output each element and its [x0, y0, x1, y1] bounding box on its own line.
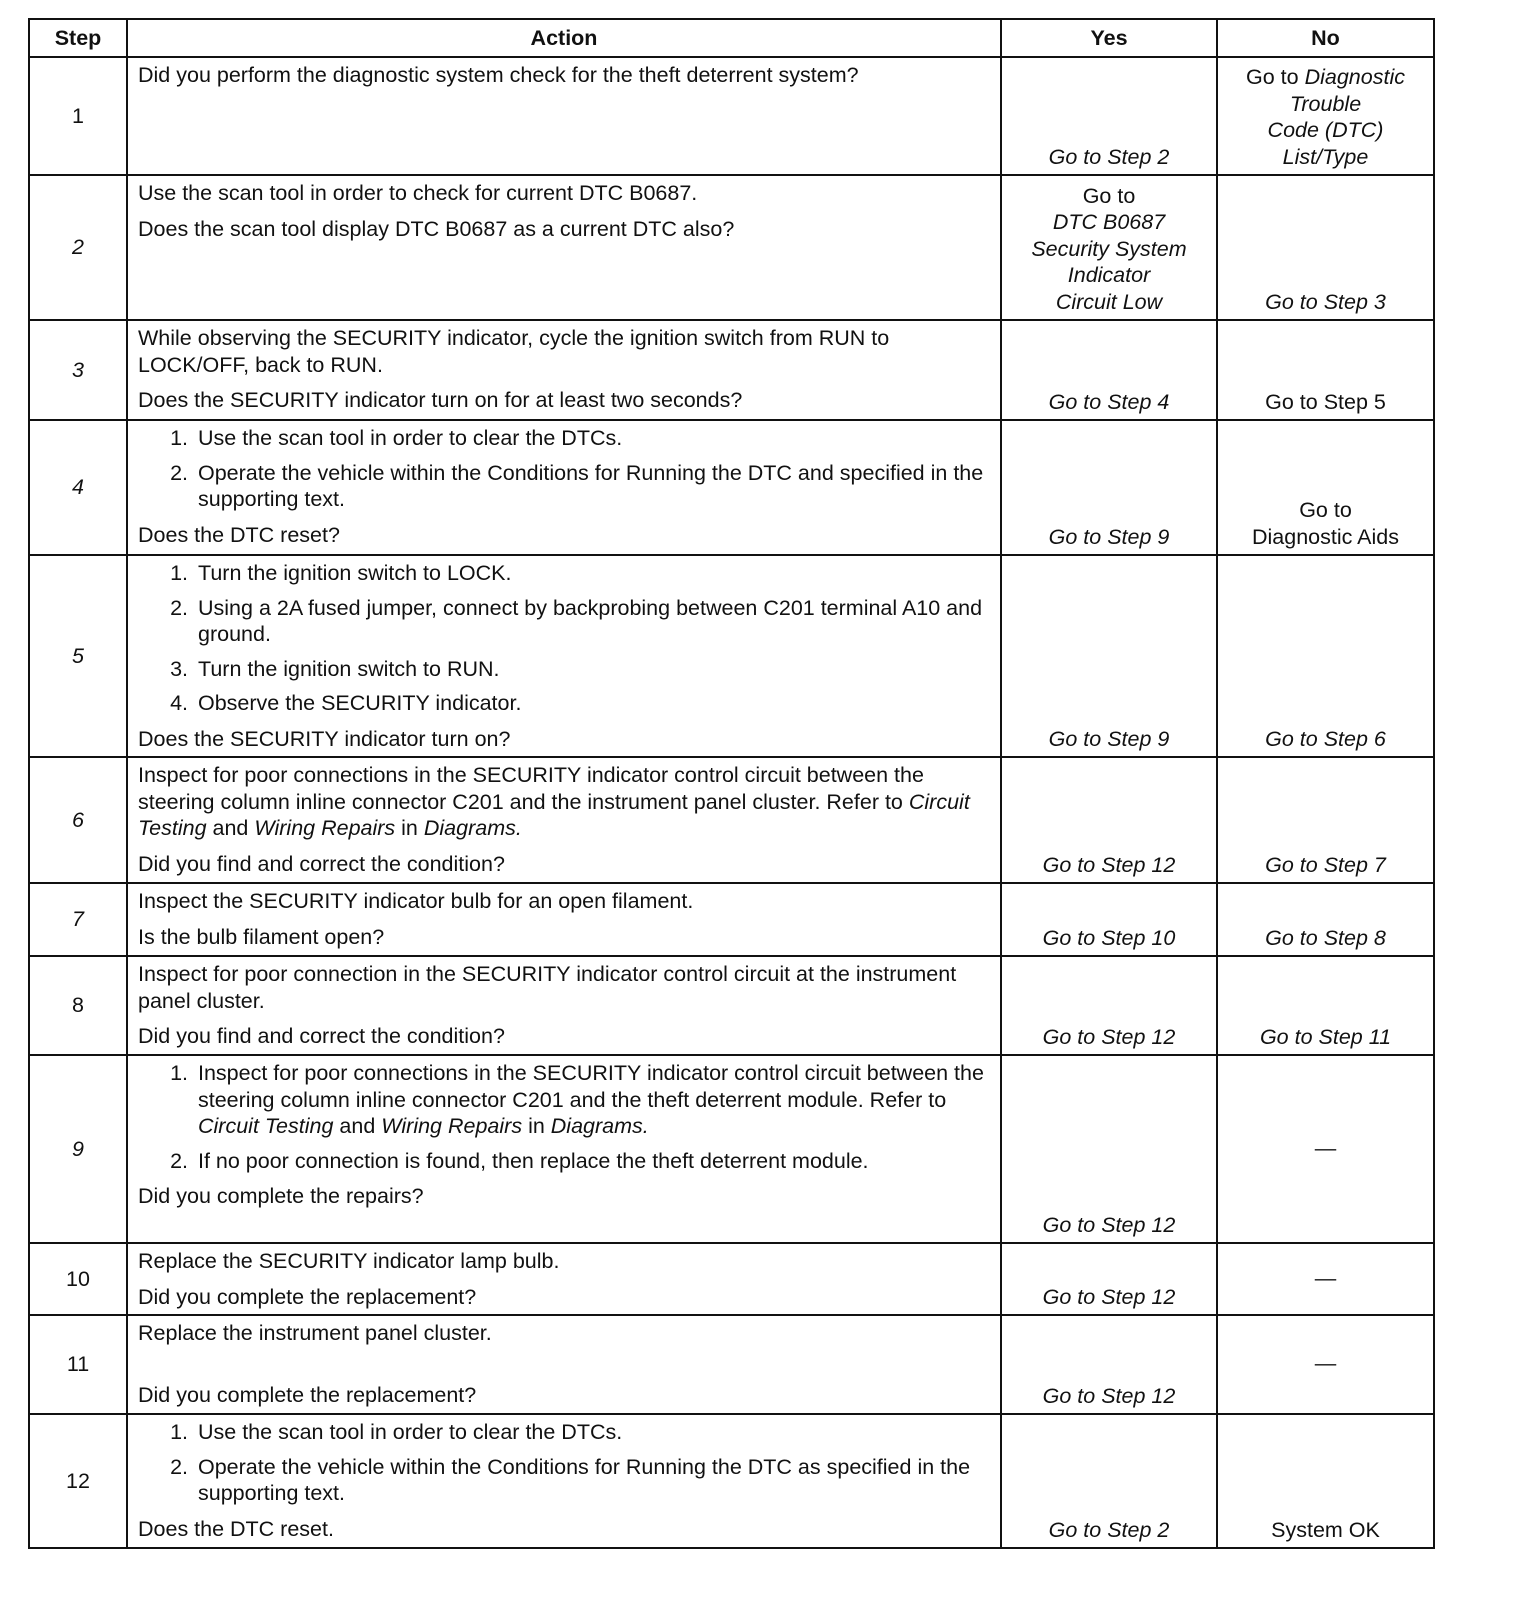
table-row: [29, 555, 1434, 757]
no-cell: Go to Step 6: [1217, 555, 1434, 757]
step-number: 6: [29, 757, 127, 883]
step-number: 8: [29, 956, 127, 1055]
action-question: Does the DTC reset?: [138, 522, 340, 547]
yes-cell: Go to Step 2: [1001, 1414, 1217, 1548]
table-row: [29, 1315, 1434, 1414]
table-row: [29, 757, 1434, 883]
no-link: Diagnostic: [1304, 65, 1405, 89]
action-question: Did you find and correct the condition?: [138, 851, 505, 876]
no-cell: Go to Step 11: [1217, 956, 1434, 1055]
no-cell: Go to Step 7: [1217, 757, 1434, 883]
list-item: 2. Using a 2A fused jumper, connect by backprobing between C201 terminal A10 and ground.: [194, 595, 992, 648]
action-cell: [127, 1315, 1001, 1414]
no-cell: —: [1217, 1055, 1434, 1243]
step-number: 5: [29, 555, 127, 757]
action-question: Did you complete the replacement?: [138, 1284, 477, 1309]
action-list: [138, 560, 992, 717]
table-row: [29, 420, 1434, 555]
action-text: Replace the SECURITY indicator lamp bulb.: [138, 1249, 560, 1273]
header-step: Step: [29, 19, 127, 57]
list-item: 1. Use the scan tool in order to clear the DTCs.: [194, 425, 992, 452]
action-cell: [127, 420, 1001, 555]
list-item: 2. If no poor connection is found, then replace the theft deterrent module.: [194, 1148, 992, 1175]
yes-cell: Go to Step 2: [1001, 57, 1217, 175]
action-text: Did you perform the diagnostic system check for the theft deterrent system?: [138, 63, 859, 87]
action-cell: [127, 1414, 1001, 1548]
action-question: Did you find and correct the condition?: [138, 1024, 505, 1048]
yes-cell: Go to Step 12: [1001, 1315, 1217, 1414]
action-cell: [127, 555, 1001, 757]
step-number: 3: [29, 320, 127, 420]
no-cell: —: [1217, 1315, 1434, 1414]
action-cell: [127, 320, 1001, 420]
list-item: [194, 1060, 992, 1140]
reference-wiring-repairs: Wiring Repairs: [381, 1114, 523, 1138]
yes-text: Go to: [1082, 183, 1136, 208]
yes-cell: Go to Step 12: [1001, 757, 1217, 883]
action-text: [138, 762, 992, 842]
no-cell: System OK: [1217, 1414, 1434, 1548]
list-item-text: Inspect for poor connections in the SECURITY indicator control circuit between the steering column inline connector C201 and the theft deterrent module. Refer to: [198, 1061, 984, 1112]
yes-cell: Go to Step 10: [1001, 883, 1217, 956]
no-cell: Go to Step 3: [1217, 175, 1434, 320]
action-text-body: Inspect for poor connections in the SECURITY indicator control circuit between the steering column inline connector C201 and the instrument panel cluster. Refer to: [138, 763, 924, 814]
action-text: Inspect for poor connection in the SECURITY indicator control circuit at the instrument panel cluster.: [138, 962, 957, 1013]
action-cell: [127, 883, 1001, 956]
connector-text: in: [528, 1114, 545, 1138]
reference-circuit-testing: Circuit Testing: [198, 1114, 334, 1138]
table-row: [29, 956, 1434, 1055]
list-item: 2. Operate the vehicle within the Conditions for Running the DTC as specified in the supporting text.: [194, 1454, 992, 1507]
list-item: 4. Observe the SECURITY indicator.: [194, 690, 992, 717]
action-text: Inspect the SECURITY indicator bulb for an open filament.: [138, 889, 694, 913]
yes-cell: Go to Step 12: [1001, 1243, 1217, 1315]
action-cell: [127, 57, 1001, 175]
connector-text: in: [401, 816, 418, 840]
reference-diagrams: Diagrams.: [423, 816, 522, 840]
step-number: 12: [29, 1414, 127, 1548]
action-question: Does the SECURITY indicator turn on for at least two seconds?: [138, 388, 743, 412]
no-cell: —: [1217, 1243, 1434, 1315]
header-action: Action: [127, 19, 1001, 57]
yes-cell: Go to Step 12: [1001, 956, 1217, 1055]
header-no: No: [1217, 19, 1434, 57]
header-row: [29, 19, 1434, 57]
table-row: [29, 320, 1434, 420]
connector-text: and: [339, 1114, 376, 1138]
no-text: Diagnostic Aids: [1252, 524, 1399, 549]
no-text: Go to: [1299, 498, 1352, 522]
no-cell: [1217, 420, 1434, 555]
table-row: [29, 175, 1434, 320]
table-row: [29, 1414, 1434, 1548]
action-question: Does the DTC reset.: [138, 1516, 334, 1541]
action-question: Is the bulb filament open?: [138, 924, 385, 949]
step-number: 7: [29, 883, 127, 956]
action-text: Replace the instrument panel cluster.: [138, 1321, 492, 1345]
no-cell: Go to Step 5: [1217, 320, 1434, 420]
action-text: While observing the SECURITY indicator, cycle the ignition switch from RUN to LOCK/OFF, back to RUN.: [138, 326, 890, 377]
table-row: [29, 57, 1434, 175]
reference-wiring-repairs: Wiring Repairs: [254, 816, 396, 840]
reference-circuit-testing: Circuit Testing: [138, 789, 970, 840]
list-item: 3. Turn the ignition switch to RUN.: [194, 656, 992, 683]
action-cell: [127, 175, 1001, 320]
action-question: Does the SECURITY indicator turn on?: [138, 726, 511, 751]
step-number: 11: [29, 1315, 127, 1414]
action-text: Use the scan tool in order to check for current DTC B0687.: [138, 181, 698, 205]
step-number: 4: [29, 420, 127, 555]
action-list: [138, 1060, 992, 1174]
yes-cell: Go to Step 12: [1001, 1055, 1217, 1243]
yes-cell: Go to Step 9: [1001, 555, 1217, 757]
action-list: [138, 425, 992, 513]
no-link: Code (DTC): [1267, 118, 1384, 142]
yes-cell: Go to Step 9: [1001, 420, 1217, 555]
connector-text: and: [212, 816, 249, 840]
action-cell: [127, 1055, 1001, 1243]
step-number: 10: [29, 1243, 127, 1315]
header-yes: Yes: [1001, 19, 1217, 57]
action-cell: [127, 956, 1001, 1055]
list-item: 1. Use the scan tool in order to clear the DTCs.: [194, 1419, 992, 1446]
action-question: Does the scan tool display DTC B0687 as a current DTC also?: [138, 216, 735, 241]
reference-diagrams: Diagrams.: [550, 1114, 649, 1138]
action-question: Did you complete the replacement?: [138, 1382, 477, 1407]
yes-link: DTC B0687: [1052, 210, 1166, 234]
step-number: 2: [29, 175, 127, 320]
action-cell: [127, 757, 1001, 883]
no-link: List/Type: [1282, 144, 1369, 169]
action-list: [138, 1419, 992, 1507]
action-cell: [127, 1243, 1001, 1315]
no-text: Go to: [1246, 65, 1299, 89]
yes-cell: [1001, 175, 1217, 320]
table-row: [29, 1243, 1434, 1315]
step-number: 9: [29, 1055, 127, 1243]
no-cell: [1217, 57, 1434, 175]
list-item: 1. Turn the ignition switch to LOCK.: [194, 560, 992, 587]
list-item: 2. Operate the vehicle within the Conditions for Running the DTC and specified in the supporting text.: [194, 460, 992, 513]
step-number: 1: [29, 57, 127, 175]
action-question: Did you complete the repairs?: [138, 1184, 424, 1208]
yes-cell: Go to Step 4: [1001, 320, 1217, 420]
table-row: [29, 883, 1434, 956]
yes-link: Circuit Low: [1055, 289, 1163, 314]
table-row: [29, 1055, 1434, 1243]
diagnostic-table: [28, 18, 1435, 1549]
yes-link: Security System: [1031, 236, 1187, 261]
no-cell: Go to Step 8: [1217, 883, 1434, 956]
yes-link: Indicator: [1067, 263, 1151, 287]
no-link: Trouble: [1289, 91, 1362, 116]
